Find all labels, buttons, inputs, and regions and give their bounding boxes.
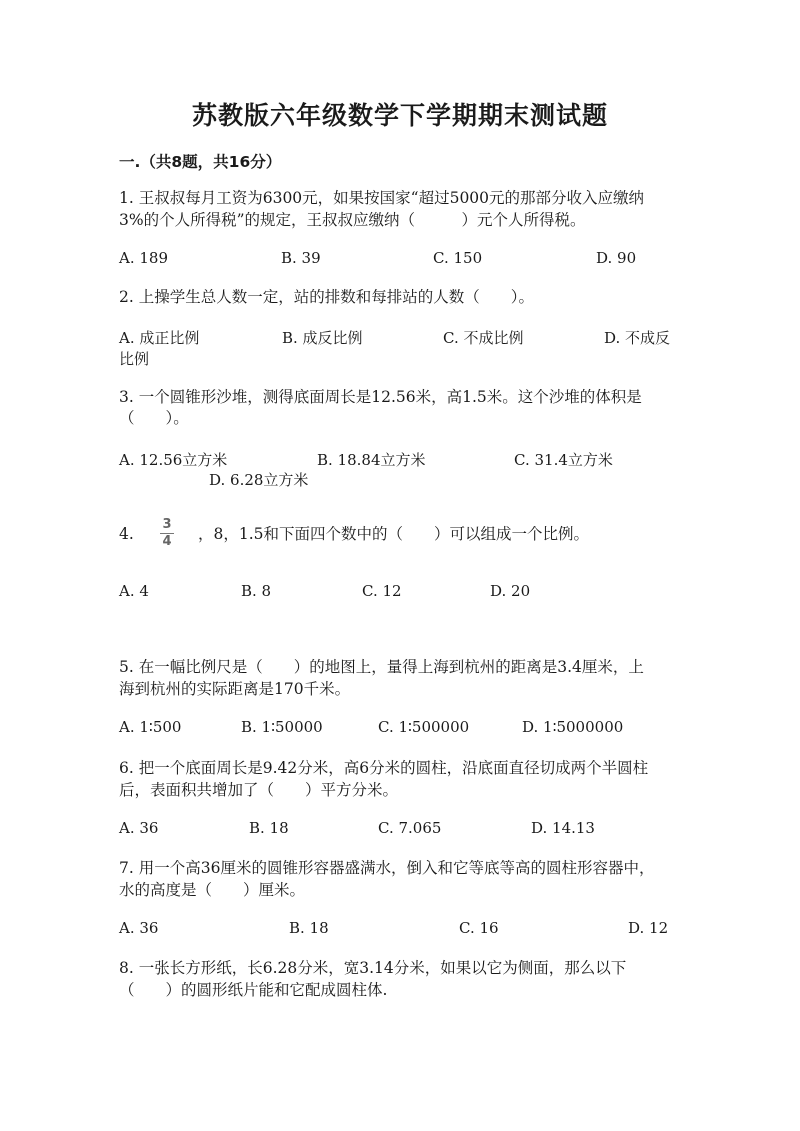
q2-option-a: A. 成正比例: [119, 329, 200, 347]
q2-option-b: B. 成反比例: [282, 329, 363, 347]
fraction-three-quarters: [160, 518, 174, 549]
section-heading: 一.（共8题，共16分）: [119, 153, 282, 171]
q2-option-d: D. 不成反: [604, 329, 671, 347]
question-8-line-2: （ ）的圆形纸片能和它配成圆柱体.: [119, 981, 388, 999]
q4-option-a: A. 4: [119, 582, 149, 600]
q5-option-c: C. 1∶500000: [378, 718, 470, 736]
question-3-line-1: 3. 一个圆锥形沙堆，测得底面周长是12.56米，高1.5米。这个沙堆的体积是: [119, 388, 642, 406]
q2-option-d-wrap: 比例: [119, 350, 150, 368]
q7-option-c: C. 16: [459, 919, 499, 937]
q1-option-b: B. 39: [281, 249, 321, 267]
q4-option-d: D. 20: [490, 582, 531, 600]
fraction-numerator: 3: [162, 517, 172, 532]
q5-option-d: D. 1∶5000000: [522, 718, 624, 736]
question-5-line-1: 5. 在一幅比例尺是（ ）的地图上，量得上海到杭州的距离是3.4厘米，上: [119, 658, 644, 676]
question-3-line-2: （ ）。: [119, 409, 189, 427]
question-4-number: 4.: [119, 525, 134, 543]
q3-option-c: C. 31.4立方米: [514, 451, 613, 469]
question-7-line-2: 水的高度是（ ）厘米。: [119, 881, 306, 899]
q2-option-c: C. 不成比例: [443, 329, 524, 347]
q6-option-b: B. 18: [249, 819, 289, 837]
question-7-line-1: 7. 用一个高36厘米的圆锥形容器盛满水，倒入和它等底等高的圆柱形容器中，: [119, 859, 655, 877]
question-6-line-1: 6. 把一个底面周长是9.42分米，高6分米的圆柱，沿底面直径切成两个半圆柱: [119, 759, 649, 777]
q5-option-a: A. 1∶500: [119, 718, 182, 736]
question-5-line-2: 海到杭州的实际距离是170千米。: [119, 680, 351, 698]
q7-option-a: A. 36: [119, 919, 159, 937]
question-1-line-1: 1. 王叔叔每月工资为6300元，如果按国家“超过5000元的那部分收入应缴纳: [119, 189, 645, 207]
q3-option-b: B. 18.84立方米: [317, 451, 426, 469]
q3-option-a: A. 12.56立方米: [119, 451, 228, 469]
q7-option-b: B. 18: [289, 919, 329, 937]
question-2-line-1: 2. 上操学生总人数一定，站的排数和每排站的人数（ ）。: [119, 288, 534, 306]
q7-option-d: D. 12: [628, 919, 669, 937]
q4-option-b: B. 8: [241, 582, 272, 600]
q1-option-c: C. 150: [433, 249, 483, 267]
question-1-line-2: 3%的个人所得税”的规定，王叔叔应缴纳（ ）元个人所得税。: [119, 211, 586, 229]
q1-option-a: A. 189: [119, 249, 168, 267]
question-4-text: ，8，1.5和下面四个数中的（ ）可以组成一个比例。: [198, 525, 590, 543]
q4-option-c: C. 12: [362, 582, 402, 600]
q6-option-a: A. 36: [119, 819, 159, 837]
q3-option-d: D. 6.28立方米: [209, 471, 309, 489]
q5-option-b: B. 1∶50000: [241, 718, 323, 736]
q6-option-c: C. 7.065: [378, 819, 442, 837]
question-6-line-2: 后，表面积共增加了（ ）平方分米。: [119, 781, 399, 799]
q6-option-d: D. 14.13: [531, 819, 595, 837]
page-title: 苏教版六年级数学下学期期末测试题: [191, 101, 608, 130]
q1-option-d: D. 90: [596, 249, 637, 267]
question-8-line-1: 8. 一张长方形纸，长6.28分米，宽3.14分米，如果以它为侧面，那么以下: [119, 959, 627, 977]
fraction-denominator: 4: [162, 534, 172, 549]
